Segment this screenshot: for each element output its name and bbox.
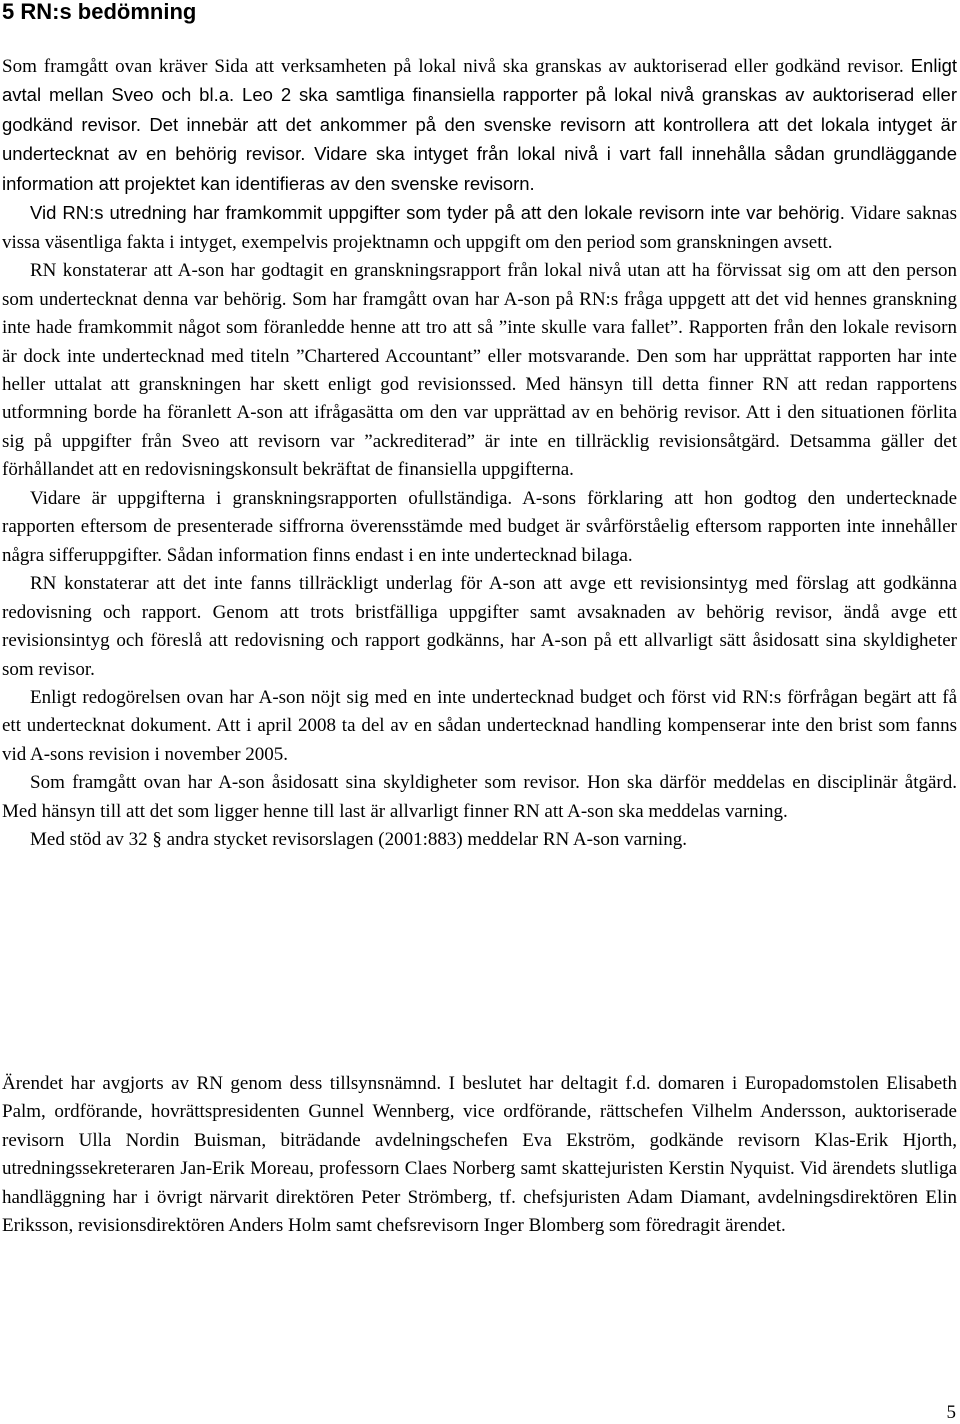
intro-line-2-serif: godkänd revisor.: [774, 56, 911, 77]
intro-line-1: Som framgått ovan kräver Sida att verksamheten på lokal nivå ska granskas av auktoriserad eller: [2, 56, 769, 77]
intro-sans-text: Enligt avtal mellan Sveo och bl.a. Leo 2 ska samtliga finansiella rapporter på lokal nivå granskas av auktoriserad eller godkänd revisor. Det innebär att det ankommer på den svenske revisorn att kontrollera att det lokala intyget är undertecknat av en behörig revisor. Vidare ska intyget från lokal nivå i vart fall innehålla sådan grundläggande information att projektet kan identifieras av den svenske revisorn.: [2, 55, 957, 194]
closing-paragraph: Ärendet har avgjorts av RN genom dess tillsynsnämnd. I beslutet har deltagit f.d. domaren i Europadomstolen Elisabeth Palm, ordförande, hovrättspresidenten Gunnel Wennberg, vice ordförande, rättschefen Vilhelm Andersson, auktoriserade revisorn Ulla Nordin Buisman, biträdande avdelningschefen Eva Ekström, godkände revisorn Klas-Erik Hjorth, utredningssekreteraren Jan-Erik Moreau, professorn Claes Norberg samt skattejuristen Kerstin Nyquist. Vid ärendets slutliga handläggning har i övrigt närvarit direktören Peter Strömberg, tf. chefsjuristen Adam Diamant, avdelningsdirektören Elin Eriksson, revisionsdirektören Anders Holm samt chefsrevisorn Inger Blomberg som föredragit ärendet.: [2, 1073, 957, 1237]
paragraph-2: [2, 199, 957, 257]
paragraph-7: Som framgått ovan har A-son åsidosatt sina skyldigheter som revisor. Hon ska därför meddelas en disciplinär åtgärd. Med hänsyn till att det som ligger henne till last är allvarligt finner RN att A-son ska meddelas varning.: [2, 772, 957, 822]
paragraph-2-serif: Vidare saknas vissa väsentliga fakta i intyget, exempelvis projektnamn och uppgift om den period som granskningen avsett.: [2, 203, 957, 253]
body-text: [2, 52, 957, 855]
page-number: 5: [946, 1402, 956, 1423]
paragraph-4: Vidare är uppgifterna i granskningsrapporten ofullständiga. A-sons förklaring att hon godtog den undertecknade rapporten eftersom de presenterade siffrorna överensstämde med budget är svårförståelig eftersom rapporten inte innehåller några sifferuppgifter. Sådan information finns endast i en inte undertecknad bilaga.: [2, 487, 957, 566]
paragraph-6: Enligt redogörelsen ovan har A-son nöjt sig med en inte undertecknad budget och först vid RN:s förfrågan begärt att få ett undertecknat dokument. Att i april 2008 ta del av en sådan undertecknad handling kompenserar inte den brist som fanns vid A-sons revision i november 2005.: [2, 686, 957, 765]
paragraph-intro: [2, 52, 957, 199]
paragraph-3: RN konstaterar att A-son har godtagit en granskningsrapport från lokal nivå utan att ha förvissat sig om att den person som undertecknat denna var behörig. Som har framgått ovan har A-son på RN:s fråga uppgett att det vid hennes granskning inte hade framkommit något som föranledde henne att tro att så ”inte skulle vara fallet”. Rapporten från den lokale revisorn är dock inte undertecknad med titeln ”Chartered Accountant” eller motsvarande. Den som har upprättat rapporten har inte heller uttalat att granskningen har skett enligt god revisionssed. Med hänsyn till detta finner RN att redan rapportens utformning borde ha föranlett A-son att ifrågasätta om den var upprättad av en behörig revisor. Att i den situationen förlita sig på uppgifter från Sveo att revisorn var ”ackrediterad” är inte en tillräcklig revisionsåtgärd. Detsamma gäller det förhållandet att en redovisningskonsult bekräftat de finansiella uppgifterna.: [2, 260, 957, 481]
section-heading: 5 RN:s bedömning: [2, 0, 197, 24]
paragraph-8: Med stöd av 32 § andra stycket revisorslagen (2001:883) meddelar RN A-son varning.: [30, 829, 687, 851]
paragraph-2-sans: Vid RN:s utredning har framkommit uppgifter som tyder på att den lokale revisorn inte var behörig.: [30, 202, 845, 224]
paragraph-5: RN konstaterar att det inte fanns tillräckligt underlag för A-son att avge ett revisionsintyg med förslag att godkänna redovisning och rapport. Genom att trots bristfälliga uppgifter samt avsaknaden av behörig revisor, ändå avge ett revisionsintyg och föreslå att redovisning och rapport godkänns, har A-son på ett allvarligt sätt åsidosatt sina skyldigheter som revisor.: [2, 573, 957, 680]
